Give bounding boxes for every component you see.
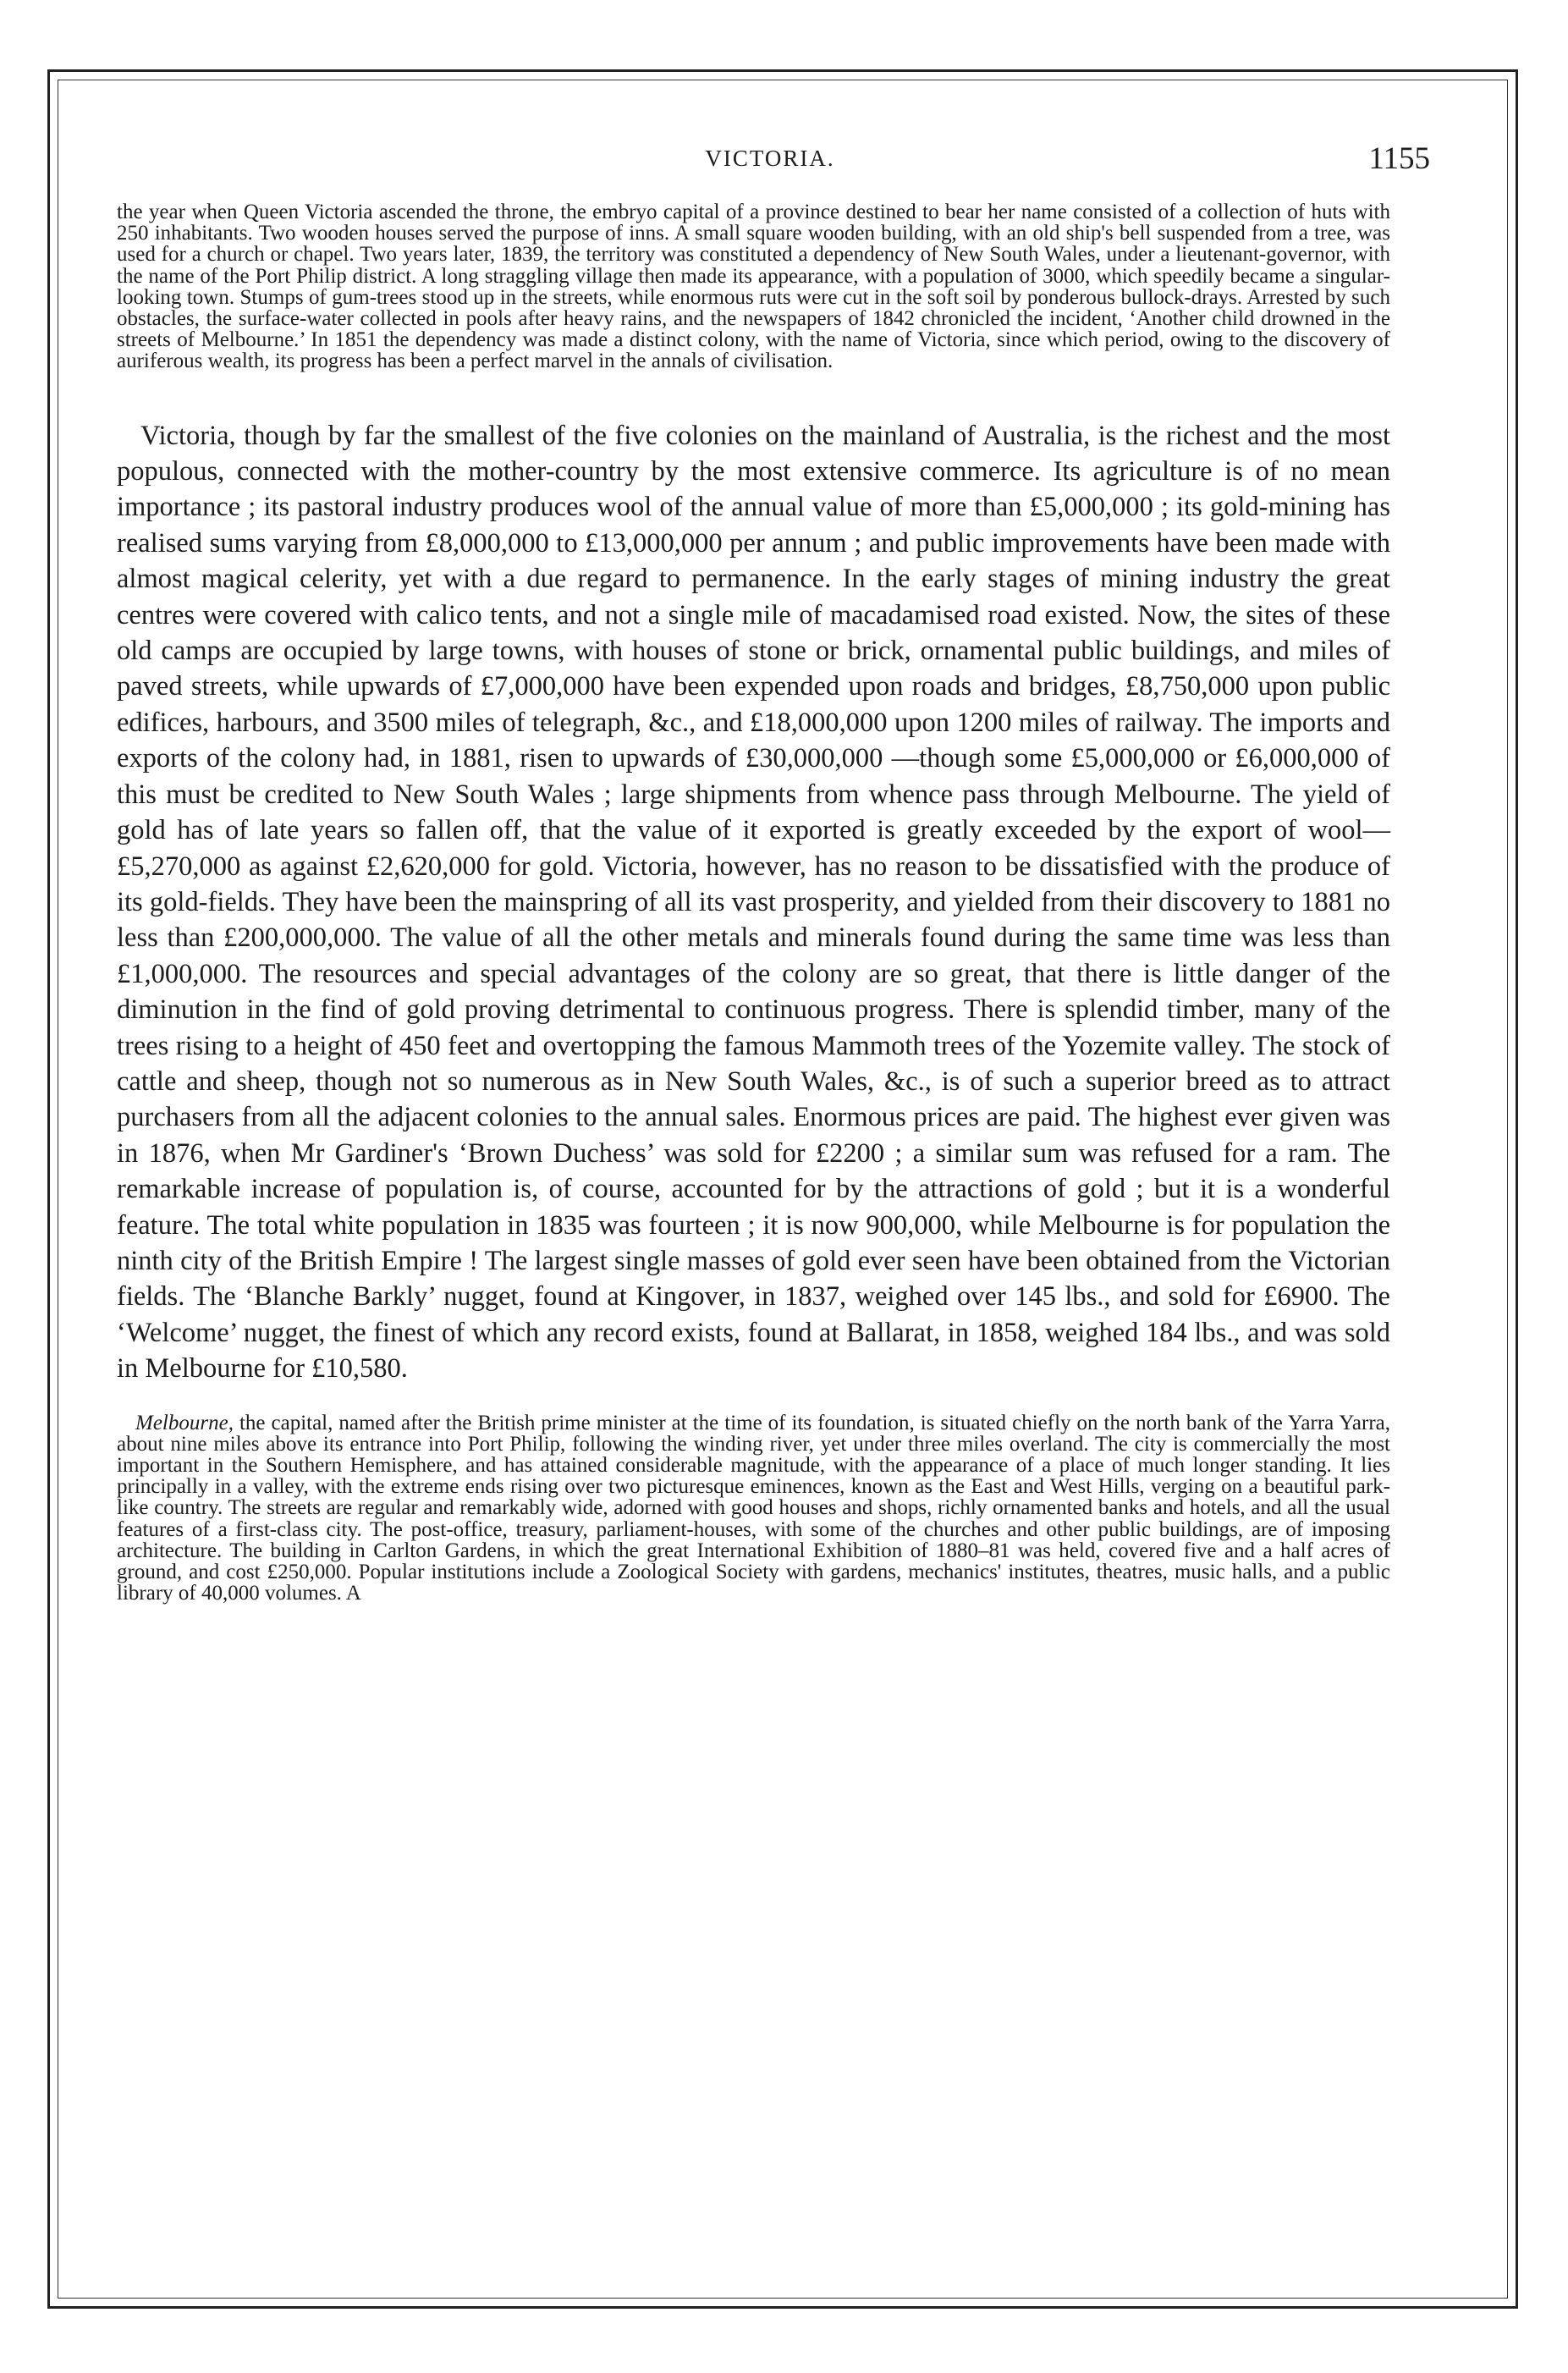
melbourne-paragraph: [117, 1412, 1390, 1605]
intro-paragraph: the year when Queen Victoria ascended the throne, the embryo capital of a province destined to bear her name consisted of a collection of huts with 250 inhabitants. Two wooden houses served the purpose of inns. A small square wooden building, with an old ship's bell suspended from a tree, was used for a church or chapel. Two years later, 1839, the territory was constituted a dependency of New South Wales, under a lieutenant-governor, with the name of the Port Philip district. A long straggling village then made its appearance, with a population of 3000, which speedily became a singular-looking town. Stumps of gum-trees stood up in the streets, while enormous ruts were cut in the soft soil by ponderous bullock-drays. Arrested by such obstacles, the surface-water collected in pools after heavy rains, and the newspapers of 1842 chronicled the incident, ‘Another child drowned in the streets of Melbourne.’ In 1851 the dependency was made a distinct colony, with the name of Victoria, since which period, owing to the discovery of auriferous wealth, its progress has been a perfect marvel in the annals of civilisation.: [117, 201, 1390, 373]
melbourne-text: the capital, named after the British prime minister at the time of its foundation, is situated chiefly on the north bank of the Yarra Yarra, about nine miles above its entrance into Port Philip, following the winding river, yet under three miles overland. The city is commercially the most important in the Southern Hemisphere, and has attained considerable magnitude, with the appearance of a place of much longer standing. It lies principally in a valley, with the extreme ends rising over two picturesque eminences, known as the East and West Hills, verging on a beautiful park-like country. The streets are regular and remarkably wide, adorned with good houses and shops, richly ornamented banks and hotels, and all the usual features of a first-class city. The post-office, treasury, parliament-houses, with some of the churches and other public buildings, are of imposing architecture. The building in Carlton Gardens, in which the great International Exhibition of 1880–81 was held, covered five and a half acres of ground, and cost £250,000. Popular institutions include a Zoological Society with gardens, mechanics' institutes, theatres, music halls, and a public library of 40,000 volumes. A: [117, 1411, 1390, 1605]
page-number: 1155: [1368, 141, 1430, 176]
melbourne-lead: Melbourne,: [135, 1411, 234, 1434]
running-head: VICTORIA.: [705, 146, 835, 171]
page-header: [110, 141, 1430, 188]
page-body: [117, 201, 1390, 1604]
main-paragraph: Victoria, though by far the smallest of the five colonies on the mainland of Australia, is the richest and the most populous, connected with the mother-country by the most extensive commerce. Its agriculture is of no mean importance ; its pastoral industry produces wool of the annual value of more than £5,000,000 ; its gold-mining has realised sums varying from £8,000,000 to £13,000,000 per annum ; and public improvements have been made with almost magical celerity, yet with a due regard to permanence. In the early stages of mining industry the great centres were covered with calico tents, and not a single mile of macadamised road existed. Now, the sites of these old camps are occupied by large towns, with houses of stone or brick, ornamental public buildings, and miles of paved streets, while upwards of £7,000,000 have been expended upon roads and bridges, £8,750,000 upon public edifices, harbours, and 3500 miles of telegraph, &c., and £18,000,000 upon 1200 miles of railway. The imports and exports of the colony had, in 1881, risen to upwards of £30,000,000 —though some £5,000,000 or £6,000,000 of this must be credited to New South Wales ; large shipments from whence pass through Melbourne. The yield of gold has of late years so fallen off, that the value of it exported is greatly exceeded by the export of wool—£5,270,000 as against £2,620,000 for gold. Victoria, however, has no reason to be dissatisfied with the produce of its gold-fields. They have been the mainspring of all its vast prosperity, and yielded from their discovery to 1881 no less than £200,000,000. The value of all the other metals and minerals found during the same time was less than £1,000,000. The resources and special advantages of the colony are so great, that there is little danger of the diminution in the find of gold proving detrimental to continuous progress. There is splendid timber, many of the trees rising to a height of 450 feet and overtopping the famous Mammoth trees of the Yozemite valley. The stock of cattle and sheep, though not so numerous as in New South Wales, &c., is of such a superior breed as to attract purchasers from all the adjacent colonies to the annual sales. Enormous prices are paid. The highest ever given was in 1876, when Mr Gardiner's ‘Brown Duchess’ was sold for £2200 ; a similar sum was refused for a ram. The remarkable increase of population is, of course, accounted for by the attractions of gold ; but it is a wonderful feature. The total white population in 1835 was fourteen ; it is now 900,000, while Melbourne is for population the ninth city of the British Empire ! The largest single masses of gold ever seen have been obtained from the Victorian fields. The ‘Blanche Barkly’ nugget, found at Kingover, in 1837, weighed over 145 lbs., and sold for £6900. The ‘Welcome’ nugget, the finest of which any record exists, found at Ballarat, in 1858, weighed 184 lbs., and was sold in Melbourne for £10,580.: [117, 420, 1390, 1385]
